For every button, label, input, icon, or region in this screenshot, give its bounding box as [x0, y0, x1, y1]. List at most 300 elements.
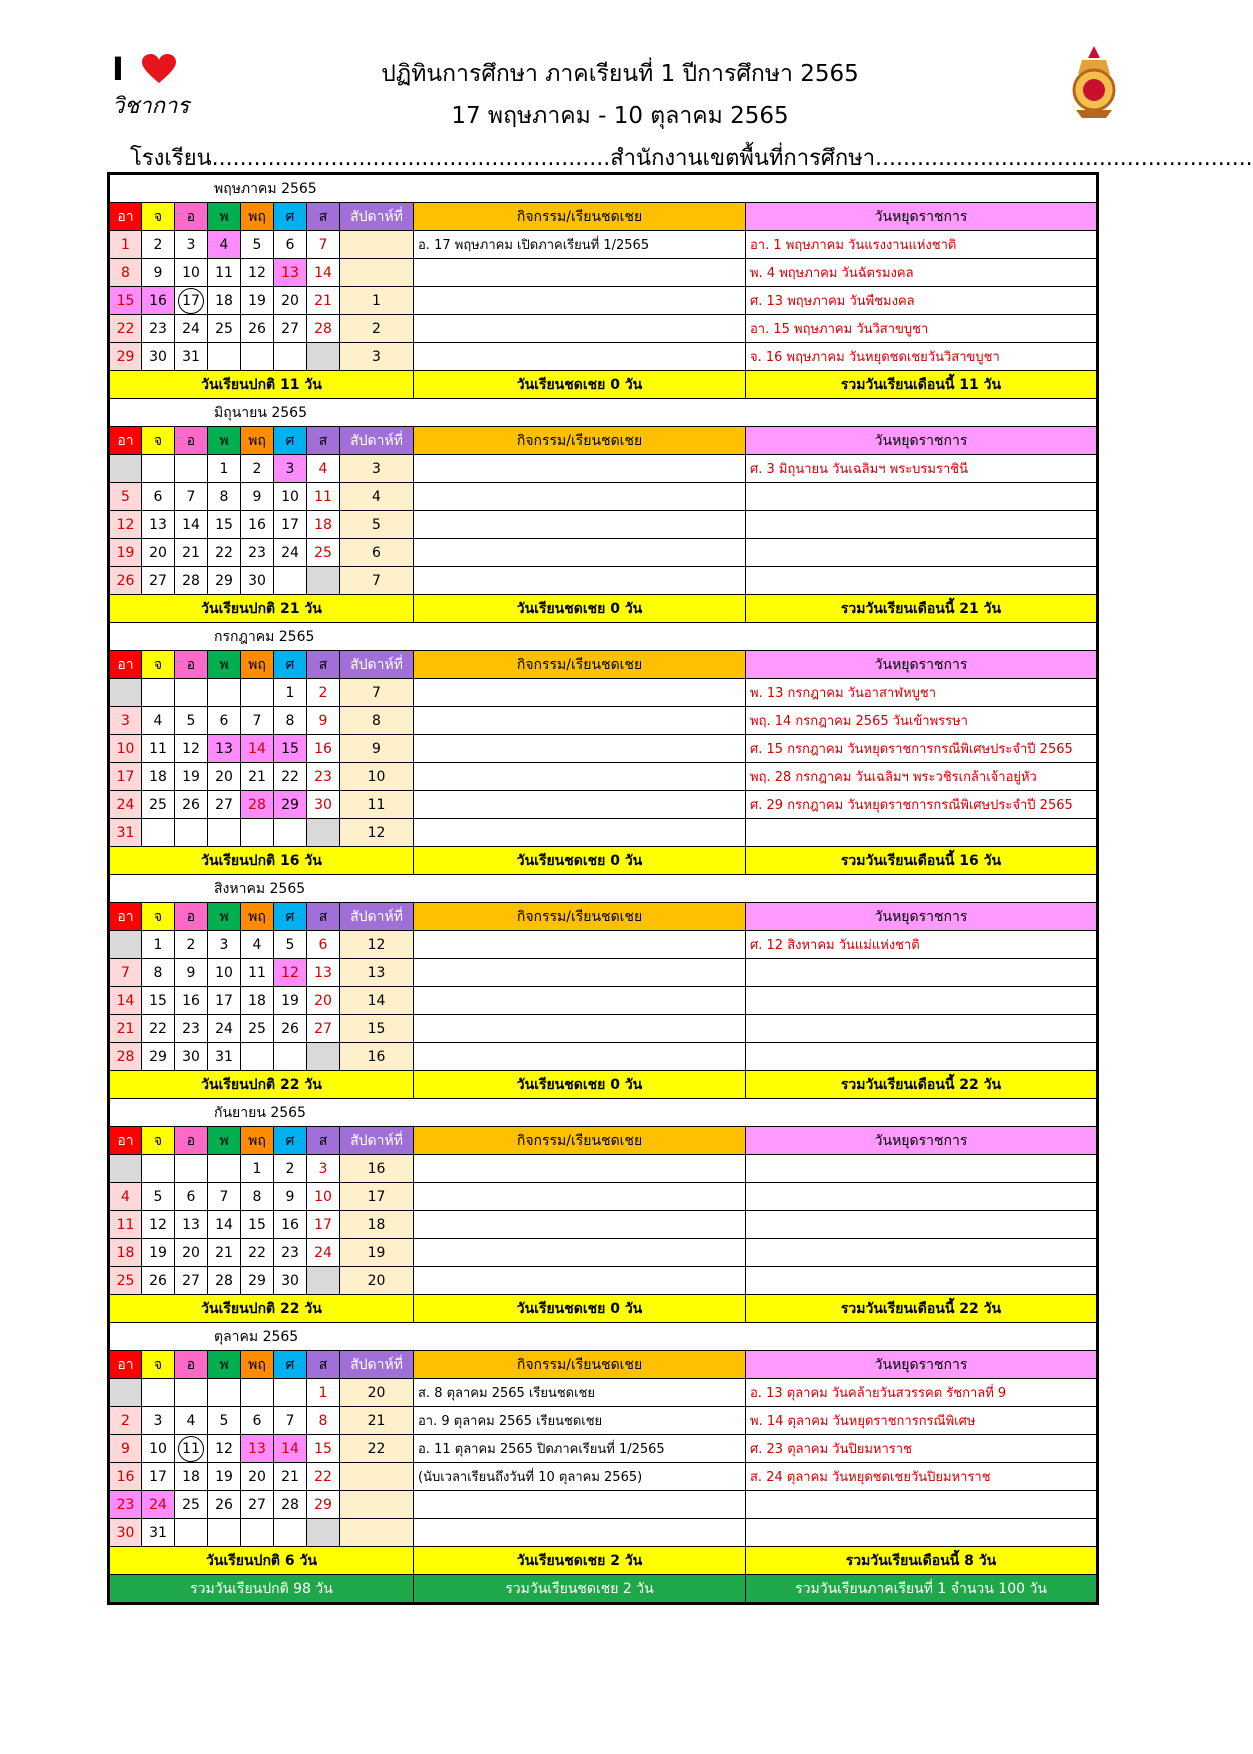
month-title	[109, 399, 1098, 427]
normal-days-summary: วันเรียนปกติ 16 วัน	[109, 847, 414, 875]
weekday-header-fri: ศ	[274, 903, 307, 931]
week-number: 3	[340, 455, 414, 483]
weekday-header-sat: ส	[307, 1127, 340, 1155]
calendar-week-row	[109, 1519, 1098, 1547]
day-cell	[208, 343, 241, 371]
calendar-week-row	[109, 1435, 1098, 1463]
day-cell: 21	[307, 287, 340, 315]
weekday-header-fri: ศ	[274, 203, 307, 231]
day-cell: 4	[208, 231, 241, 259]
weekday-header-fri: ศ	[274, 1351, 307, 1379]
day-cell: 10	[175, 259, 208, 287]
day-cell: 20	[274, 287, 307, 315]
day-cell: 7	[241, 707, 274, 735]
weekday-header-mon: จ	[142, 903, 175, 931]
holiday-header: วันหยุดราชการ	[746, 1351, 1098, 1379]
calendar-week-row	[109, 1463, 1098, 1491]
day-cell	[241, 343, 274, 371]
holiday-note: ศ. 3 มิถุนายน วันเฉลิมฯ พระบรมราชินี	[746, 455, 1098, 483]
day-cell: 25	[307, 539, 340, 567]
weekday-header-mon: จ	[142, 1127, 175, 1155]
day-cell: 12	[175, 735, 208, 763]
day-cell: 30	[175, 1043, 208, 1071]
holiday-note	[746, 1155, 1098, 1183]
day-cell: 30	[307, 791, 340, 819]
day-cell: 27	[142, 567, 175, 595]
day-cell	[175, 679, 208, 707]
day-cell: 25	[241, 1015, 274, 1043]
month-title	[109, 1323, 1098, 1351]
month-total-summary: รวมวันเรียนเดือนนี้ 21 วัน	[746, 595, 1098, 623]
week-number: 15	[340, 1015, 414, 1043]
week-number: 11	[340, 791, 414, 819]
day-cell: 14	[208, 1211, 241, 1239]
activity-header: กิจกรรม/เรียนชดเชย	[414, 427, 746, 455]
makeup-days-summary: วันเรียนชดเชย 0 วัน	[414, 1295, 746, 1323]
holiday-note: ศ. 23 ตุลาคม วันปิยมหาราช	[746, 1435, 1098, 1463]
day-cell	[274, 1519, 307, 1547]
holiday-note: ศ. 29 กรกฎาคม วันหยุดราชการกรณีพิเศษประจำปี 2565	[746, 791, 1098, 819]
month-total-summary: รวมวันเรียนเดือนนี้ 11 วัน	[746, 371, 1098, 399]
week-number	[340, 231, 414, 259]
day-cell	[142, 1379, 175, 1407]
day-cell: 24	[208, 1015, 241, 1043]
day-cell: 22	[109, 315, 142, 343]
day-cell: 28	[307, 315, 340, 343]
day-cell: 24	[307, 1239, 340, 1267]
day-cell: 14	[109, 987, 142, 1015]
day-cell: 31	[175, 343, 208, 371]
day-cell: 5	[109, 483, 142, 511]
weekday-header-fri: ศ	[274, 1127, 307, 1155]
day-cell	[142, 679, 175, 707]
day-cell: 20	[142, 539, 175, 567]
month-name: มิถุนายน 2565	[214, 404, 307, 421]
day-cell: 18	[109, 1239, 142, 1267]
day-cell	[274, 1379, 307, 1407]
day-cell: 22	[208, 539, 241, 567]
day-cell: 14	[241, 735, 274, 763]
activity-note	[414, 1491, 746, 1519]
day-cell: 17	[274, 511, 307, 539]
day-cell: 3	[175, 231, 208, 259]
day-cell: 25	[175, 1491, 208, 1519]
holiday-note: จ. 16 พฤษภาคม วันหยุดชดเชยวันวิสาขบูชา	[746, 343, 1098, 371]
weekday-header-wed: พ	[208, 903, 241, 931]
semester-total-row	[109, 1575, 1098, 1604]
day-cell: 6	[175, 1183, 208, 1211]
activity-note	[414, 483, 746, 511]
calendar-week-row	[109, 987, 1098, 1015]
day-cell: 19	[274, 987, 307, 1015]
calendar-week-row	[109, 1155, 1098, 1183]
day-cell: 8	[208, 483, 241, 511]
calendar-week-row	[109, 1211, 1098, 1239]
activity-note	[414, 1155, 746, 1183]
activity-note	[414, 735, 746, 763]
day-cell: 1	[307, 1379, 340, 1407]
day-cell	[175, 1155, 208, 1183]
day-cell: 9	[175, 959, 208, 987]
day-cell: 3	[307, 1155, 340, 1183]
day-cell: 15	[109, 287, 142, 315]
day-cell	[208, 1379, 241, 1407]
day-cell: 19	[109, 539, 142, 567]
activity-note	[414, 959, 746, 987]
day-cell: 16	[109, 1463, 142, 1491]
holiday-note: อ. 13 ตุลาคม วันคล้ายวันสวรรคต รัชกาลที่ 9	[746, 1379, 1098, 1407]
day-cell: 4	[175, 1407, 208, 1435]
day-cell: 29	[307, 1491, 340, 1519]
day-cell: 2	[142, 231, 175, 259]
normal-days-summary: วันเรียนปกติ 22 วัน	[109, 1295, 414, 1323]
activity-note	[414, 987, 746, 1015]
day-cell: 14	[274, 1435, 307, 1463]
activity-header: กิจกรรม/เรียนชดเชย	[414, 1127, 746, 1155]
school-emblem-icon	[1066, 44, 1122, 120]
day-cell: 9	[274, 1183, 307, 1211]
holiday-header: วันหยุดราชการ	[746, 203, 1098, 231]
holiday-note	[746, 483, 1098, 511]
day-cell: 5	[274, 931, 307, 959]
activity-note	[414, 679, 746, 707]
holiday-note	[746, 1183, 1098, 1211]
day-cell: 16	[274, 1211, 307, 1239]
weekday-header-sat: ส	[307, 203, 340, 231]
day-cell: 15	[208, 511, 241, 539]
day-cell: 26	[241, 315, 274, 343]
holiday-note	[746, 819, 1098, 847]
day-cell: 4	[307, 455, 340, 483]
day-cell	[175, 1519, 208, 1547]
makeup-days-summary: วันเรียนชดเชย 0 วัน	[414, 595, 746, 623]
weekday-header-fri: ศ	[274, 427, 307, 455]
week-number: 8	[340, 707, 414, 735]
weekday-header-tue: อ	[175, 1127, 208, 1155]
day-cell: 21	[175, 539, 208, 567]
week-number: 9	[340, 735, 414, 763]
day-cell	[274, 1043, 307, 1071]
makeup-days-summary: วันเรียนชดเชย 0 วัน	[414, 847, 746, 875]
holiday-note: ศ. 15 กรกฎาคม วันหยุดราชการกรณีพิเศษประจำปี 2565	[746, 735, 1098, 763]
calendar-week-row	[109, 231, 1098, 259]
week-header: สัปดาห์ที่	[340, 1351, 414, 1379]
day-cell: 11	[208, 259, 241, 287]
activity-note: อ. 17 พฤษภาคม เปิดภาคเรียนที่ 1/2565	[414, 231, 746, 259]
day-cell: 13	[142, 511, 175, 539]
weekday-header-row	[109, 203, 1098, 231]
holiday-note: ศ. 12 สิงหาคม วันแม่แห่งชาติ	[746, 931, 1098, 959]
calendar-week-row	[109, 315, 1098, 343]
day-cell: 8	[307, 1407, 340, 1435]
weekday-header-sat: ส	[307, 651, 340, 679]
week-number	[340, 1519, 414, 1547]
day-cell: 23	[175, 1015, 208, 1043]
activity-note	[414, 931, 746, 959]
holiday-note	[746, 1211, 1098, 1239]
month-summary-row	[109, 595, 1098, 623]
day-cell: 23	[274, 1239, 307, 1267]
makeup-days-summary: วันเรียนชดเชย 0 วัน	[414, 371, 746, 399]
week-number: 17	[340, 1183, 414, 1211]
makeup-days-summary: วันเรียนชดเชย 0 วัน	[414, 1071, 746, 1099]
day-cell: 17	[109, 763, 142, 791]
month-summary-row	[109, 847, 1098, 875]
month-summary-row	[109, 1071, 1098, 1099]
weekday-header-thu: พฤ	[241, 427, 274, 455]
day-cell: 24	[175, 315, 208, 343]
week-number	[340, 259, 414, 287]
month-title-row	[109, 174, 1098, 203]
day-cell: 29	[241, 1267, 274, 1295]
month-summary-row	[109, 1547, 1098, 1575]
day-cell: 13	[307, 959, 340, 987]
week-number: 16	[340, 1043, 414, 1071]
day-cell: 22	[274, 763, 307, 791]
holiday-note: พ. 14 ตุลาคม วันหยุดราชการกรณีพิเศษ	[746, 1407, 1098, 1435]
activity-note	[414, 1211, 746, 1239]
day-cell: 30	[109, 1519, 142, 1547]
day-cell: 6	[208, 707, 241, 735]
calendar-week-row	[109, 483, 1098, 511]
holiday-header: วันหยุดราชการ	[746, 427, 1098, 455]
calendar-week-row	[109, 567, 1098, 595]
calendar-week-row	[109, 455, 1098, 483]
month-total-summary: รวมวันเรียนเดือนนี้ 22 วัน	[746, 1295, 1098, 1323]
activity-note	[414, 455, 746, 483]
day-cell	[109, 1379, 142, 1407]
day-cell: 24	[142, 1491, 175, 1519]
day-cell: 29	[109, 343, 142, 371]
week-number: 19	[340, 1239, 414, 1267]
month-title-row	[109, 623, 1098, 651]
holiday-header: วันหยุดราชการ	[746, 903, 1098, 931]
normal-days-summary: วันเรียนปกติ 6 วัน	[109, 1547, 414, 1575]
page-title: ปฏิทินการศึกษา ภาคเรียนที่ 1 ปีการศึกษา 2565	[381, 61, 859, 87]
calendar-week-row	[109, 259, 1098, 287]
day-cell: 27	[241, 1491, 274, 1519]
month-name: กันยายน 2565	[214, 1104, 306, 1121]
activity-note	[414, 1043, 746, 1071]
calendar-week-row	[109, 343, 1098, 371]
day-cell: 10	[109, 735, 142, 763]
month-total-summary: รวมวันเรียนเดือนนี้ 8 วัน	[746, 1547, 1098, 1575]
holiday-note	[746, 567, 1098, 595]
day-cell: 18	[142, 763, 175, 791]
week-number: 6	[340, 539, 414, 567]
week-number: 22	[340, 1435, 414, 1463]
logo-subtitle: วิชาการ	[112, 94, 190, 119]
day-cell: 20	[241, 1463, 274, 1491]
day-cell: 2	[109, 1407, 142, 1435]
day-cell: 2	[307, 679, 340, 707]
week-header: สัปดาห์ที่	[340, 203, 414, 231]
calendar-week-row	[109, 511, 1098, 539]
activity-note	[414, 567, 746, 595]
day-cell	[175, 819, 208, 847]
day-cell: 30	[274, 1267, 307, 1295]
weekday-header-wed: พ	[208, 651, 241, 679]
day-cell: 17	[142, 1463, 175, 1491]
day-cell: 9	[142, 259, 175, 287]
day-cell	[307, 1267, 340, 1295]
day-cell: 19	[208, 1463, 241, 1491]
activity-note	[414, 1183, 746, 1211]
weekday-header-wed: พ	[208, 427, 241, 455]
day-cell: 13	[175, 1211, 208, 1239]
day-cell: 21	[274, 1463, 307, 1491]
day-cell: 3	[208, 931, 241, 959]
activity-note	[414, 315, 746, 343]
week-number: 4	[340, 483, 414, 511]
day-cell: 6	[307, 931, 340, 959]
weekday-header-fri: ศ	[274, 651, 307, 679]
day-cell: 27	[274, 315, 307, 343]
month-total-summary: รวมวันเรียนเดือนนี้ 22 วัน	[746, 1071, 1098, 1099]
calendar-week-row	[109, 287, 1098, 315]
day-cell: 3	[109, 707, 142, 735]
activity-header: กิจกรรม/เรียนชดเชย	[414, 903, 746, 931]
day-cell: 5	[208, 1407, 241, 1435]
week-header: สัปดาห์ที่	[340, 1127, 414, 1155]
day-cell: 26	[175, 791, 208, 819]
day-cell: 24	[274, 539, 307, 567]
day-cell: 16	[142, 287, 175, 315]
month-total-summary: รวมวันเรียนเดือนนี้ 16 วัน	[746, 847, 1098, 875]
day-cell: 21	[241, 763, 274, 791]
week-number: 10	[340, 763, 414, 791]
activity-note	[414, 511, 746, 539]
day-cell	[307, 1519, 340, 1547]
activity-note	[414, 1519, 746, 1547]
day-cell: 28	[241, 791, 274, 819]
activity-note: ส. 8 ตุลาคม 2565 เรียนชดเชย	[414, 1379, 746, 1407]
week-header: สัปดาห์ที่	[340, 651, 414, 679]
weekday-header-mon: จ	[142, 651, 175, 679]
day-cell: 26	[208, 1491, 241, 1519]
weekday-header-tue: อ	[175, 651, 208, 679]
activity-note	[414, 259, 746, 287]
weekday-header-mon: จ	[142, 427, 175, 455]
day-cell: 28	[175, 567, 208, 595]
day-cell: 19	[175, 763, 208, 791]
activity-header: กิจกรรม/เรียนชดเชย	[414, 1351, 746, 1379]
day-cell: 19	[241, 287, 274, 315]
day-cell: 8	[241, 1183, 274, 1211]
weekday-header-thu: พฤ	[241, 1351, 274, 1379]
total-semester-days: รวมวันเรียนภาคเรียนที่ 1 จำนวน 100 วัน	[746, 1575, 1098, 1604]
activity-header: กิจกรรม/เรียนชดเชย	[414, 651, 746, 679]
date-range: 17 พฤษภาคม - 10 ตุลาคม 2565	[451, 103, 789, 129]
normal-days-summary: วันเรียนปกติ 22 วัน	[109, 1071, 414, 1099]
calendar-week-row	[109, 1015, 1098, 1043]
day-cell: 13	[241, 1435, 274, 1463]
day-cell: 12	[142, 1211, 175, 1239]
weekday-header-sun: อา	[109, 427, 142, 455]
calendar-week-row	[109, 1407, 1098, 1435]
holiday-note	[746, 1043, 1098, 1071]
day-cell: 28	[109, 1043, 142, 1071]
weekday-header-sat: ส	[307, 903, 340, 931]
day-cell	[274, 819, 307, 847]
day-cell: 23	[109, 1491, 142, 1519]
day-cell	[274, 567, 307, 595]
day-cell	[241, 1519, 274, 1547]
total-normal-days: รวมวันเรียนปกติ 98 วัน	[109, 1575, 414, 1604]
week-number: 7	[340, 679, 414, 707]
weekday-header-wed: พ	[208, 1127, 241, 1155]
heart-icon	[142, 54, 176, 84]
day-cell: 5	[142, 1183, 175, 1211]
day-cell	[175, 1435, 208, 1463]
weekday-header-thu: พฤ	[241, 903, 274, 931]
holiday-note: อา. 15 พฤษภาคม วันวิสาขบูชา	[746, 315, 1098, 343]
month-summary-row	[109, 1295, 1098, 1323]
weekday-header-row	[109, 651, 1098, 679]
day-cell: 18	[175, 1463, 208, 1491]
calendar-week-row	[109, 735, 1098, 763]
day-cell: 6	[142, 483, 175, 511]
day-cell: 20	[208, 763, 241, 791]
activity-note	[414, 707, 746, 735]
holiday-note	[746, 511, 1098, 539]
weekday-header-sun: อา	[109, 903, 142, 931]
weekday-header-row	[109, 427, 1098, 455]
calendar-week-row	[109, 931, 1098, 959]
day-cell: 29	[274, 791, 307, 819]
day-cell: 2	[274, 1155, 307, 1183]
holiday-note: พฤ. 14 กรกฎาคม 2565 วันเข้าพรรษา	[746, 707, 1098, 735]
day-cell: 1	[241, 1155, 274, 1183]
month-name: สิงหาคม 2565	[214, 880, 306, 897]
day-cell: 18	[307, 511, 340, 539]
school-line: โรงเรียน.........................................................สำนักงานเขตพื้นที่การศึกษา......................................................	[130, 146, 1253, 171]
day-cell: 29	[142, 1043, 175, 1071]
holiday-note: ศ. 13 พฤษภาคม วันพืชมงคล	[746, 287, 1098, 315]
holiday-note	[746, 987, 1098, 1015]
activity-note	[414, 1267, 746, 1295]
activity-note	[414, 1015, 746, 1043]
calendar-week-row	[109, 1239, 1098, 1267]
calendar-week-row	[109, 959, 1098, 987]
day-cell: 11	[109, 1211, 142, 1239]
academic-calendar-table	[107, 172, 1099, 1605]
day-cell: 16	[307, 735, 340, 763]
normal-days-summary: วันเรียนปกติ 11 วัน	[109, 371, 414, 399]
day-cell	[307, 343, 340, 371]
day-cell	[142, 1155, 175, 1183]
calendar-week-row	[109, 539, 1098, 567]
calendar-week-row	[109, 763, 1098, 791]
holiday-note	[746, 1491, 1098, 1519]
day-cell: 3	[274, 455, 307, 483]
day-cell: 4	[109, 1183, 142, 1211]
activity-note	[414, 791, 746, 819]
week-number: 3	[340, 343, 414, 371]
day-cell: 26	[274, 1015, 307, 1043]
activity-note: อ. 11 ตุลาคม 2565 ปิดภาคเรียนที่ 1/2565	[414, 1435, 746, 1463]
day-cell: 31	[208, 1043, 241, 1071]
calendar-week-row	[109, 707, 1098, 735]
day-cell	[142, 455, 175, 483]
holiday-note: พ. 13 กรกฎาคม วันอาสาฬหบูชา	[746, 679, 1098, 707]
day-cell: 27	[175, 1267, 208, 1295]
weekday-header-mon: จ	[142, 203, 175, 231]
holiday-note	[746, 959, 1098, 987]
day-cell: 18	[241, 987, 274, 1015]
logo-letter: I	[112, 50, 124, 88]
day-cell	[208, 1519, 241, 1547]
